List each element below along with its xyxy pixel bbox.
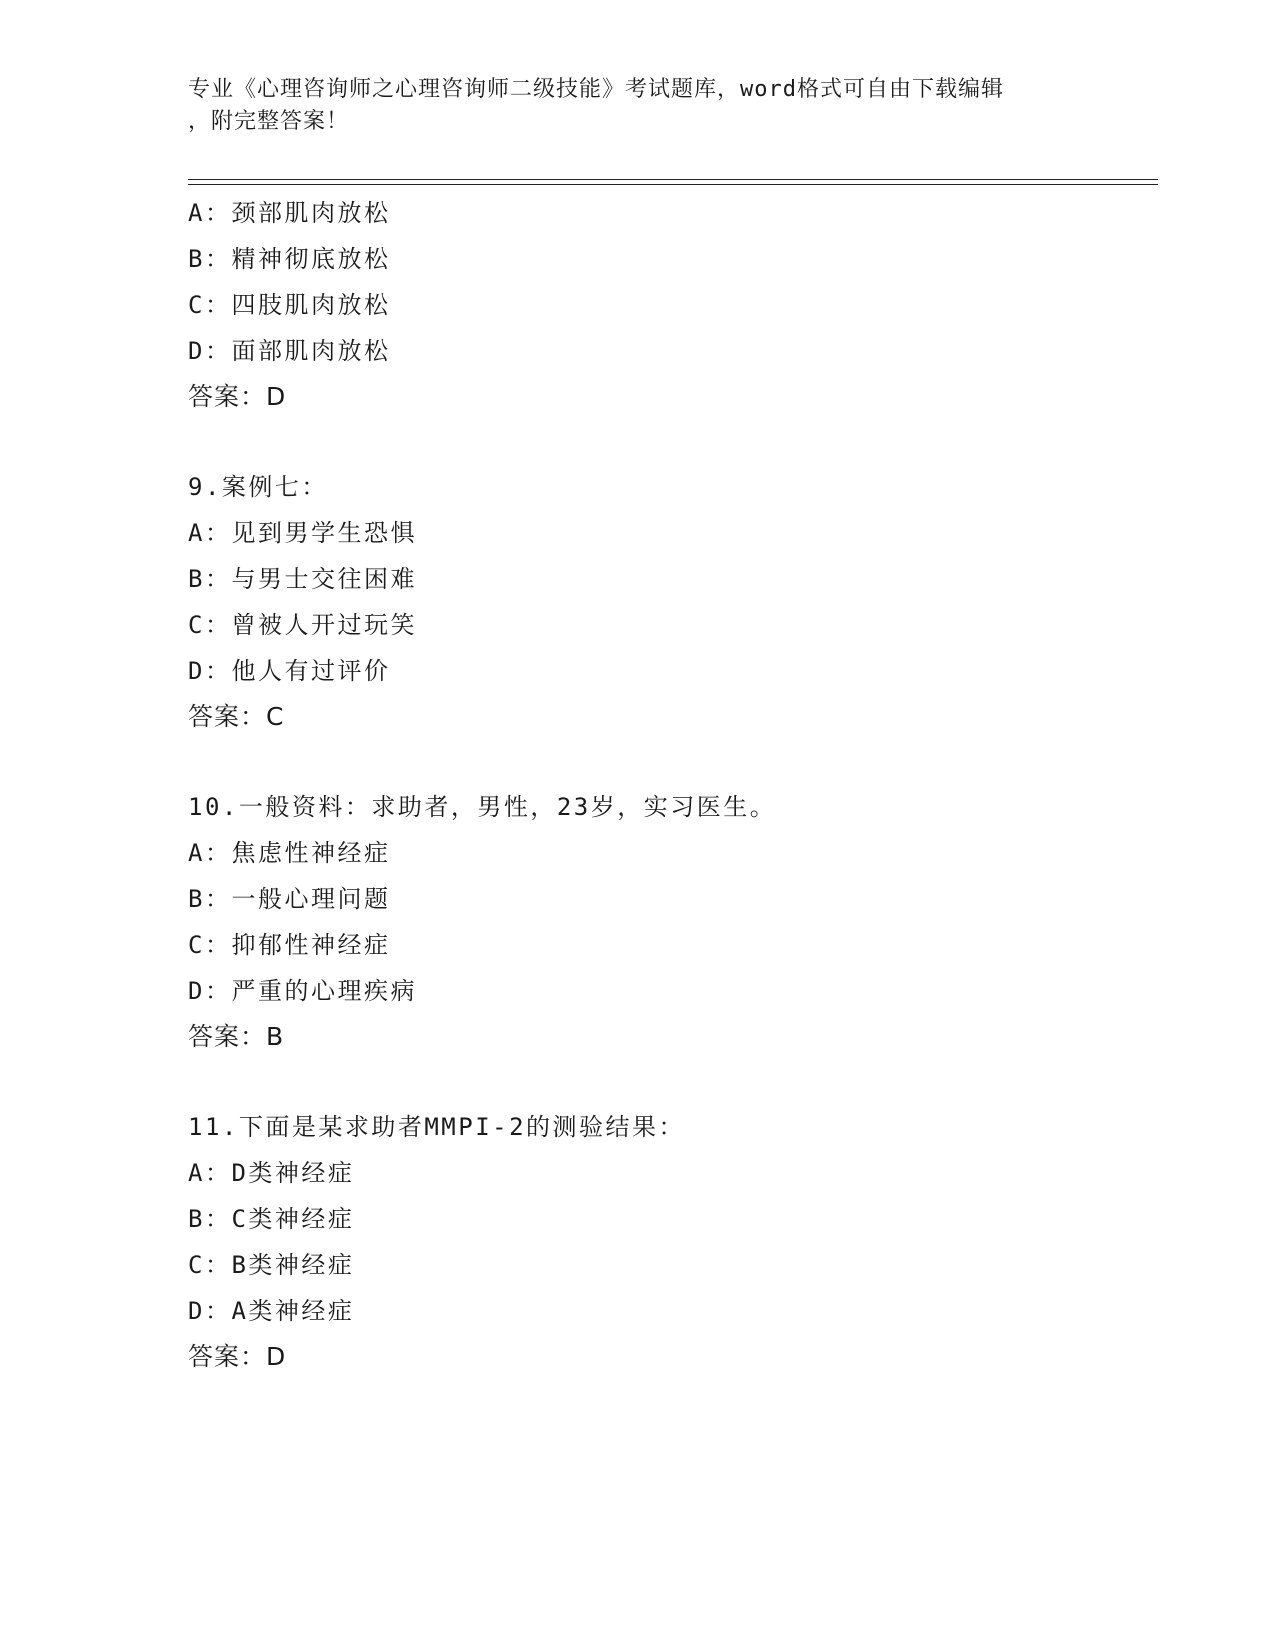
option-b: B：C类神经症 [188, 1205, 355, 1233]
question-stem: 10.一般资料：求助者，男性，23岁，实习医生。 [188, 793, 777, 821]
option-d: D：A类神经症 [188, 1297, 355, 1325]
answer: 答案：D [188, 382, 287, 411]
answer: 答案：C [188, 702, 285, 731]
header-line-2: ，附完整答案！ [188, 109, 350, 134]
option-a: A：D类神经症 [188, 1159, 355, 1187]
option-a: A：焦虑性神经症 [188, 839, 391, 867]
option-b: B：精神彻底放松 [188, 245, 391, 273]
answer: 答案：D [188, 1342, 287, 1371]
option-c: C：B类神经症 [188, 1251, 355, 1279]
option-c: C：曾被人开过玩笑 [188, 611, 417, 639]
option-d: D：他人有过评价 [188, 657, 391, 685]
question-stem: 9.案例七： [188, 473, 328, 501]
document-header [188, 74, 1088, 138]
option-a: A：颈部肌肉放松 [188, 199, 391, 227]
answer: 答案：B [188, 1022, 285, 1051]
option-c: C：四肢肌肉放松 [188, 291, 391, 319]
option-a: A：见到男学生恐惧 [188, 519, 417, 547]
question-list [188, 190, 1158, 1380]
header-divider-bottom [188, 184, 1158, 185]
question-stem: 11.下面是某求助者MMPI-2的测验结果： [188, 1113, 686, 1141]
header-divider-top [188, 179, 1158, 180]
option-b: B：与男士交往困难 [188, 565, 417, 593]
question-8 [188, 190, 1158, 420]
question-10 [188, 784, 1158, 1060]
option-d: D：严重的心理疾病 [188, 977, 417, 1005]
question-9 [188, 464, 1158, 740]
question-11 [188, 1104, 1158, 1380]
option-c: C：抑郁性神经症 [188, 931, 391, 959]
option-b: B：一般心理问题 [188, 885, 391, 913]
option-d: D：面部肌肉放松 [188, 337, 391, 365]
header-line-1: 专业《心理咨询师之心理咨询师二级技能》考试题库，word格式可自由下载编辑 [188, 77, 1004, 102]
